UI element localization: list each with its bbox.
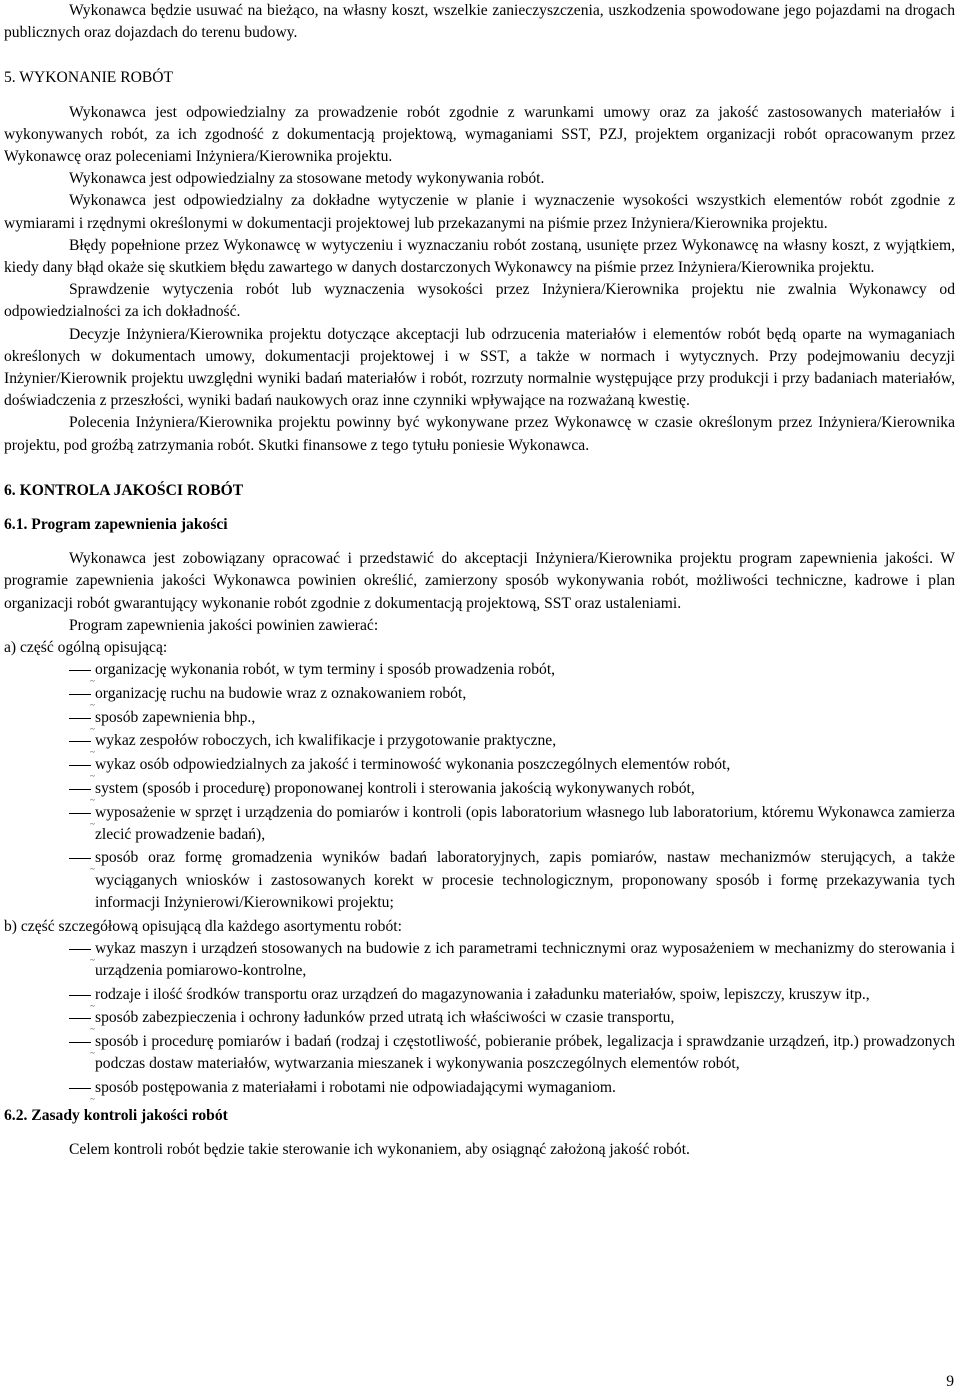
list-item: ~ sposób zabezpieczenia i ochrony ładunków przed utratą ich właściwości w czasie transportu,: [4, 1007, 955, 1029]
list-item: ~ system (sposób i procedurę) proponowanej kontroli i sterowania jakością wykonywanych robót,: [4, 778, 955, 800]
section-5-title: 5. WYKONANIE ROBÓT: [4, 69, 174, 87]
section-5-paragraph: Błędy popełnione przez Wykonawcę w wytyczeniu i wyznaczaniu robót zostaną, usunięte przez Wykonawcę na własny koszt, z wyjątkiem, kiedy dany błąd okaże się skutkiem błędu zawartego w danych dostarczonych Wykonawcy na piśmie przez Inżyniera/Kierownika projektu.: [4, 236, 955, 277]
document-page: [4, 0, 955, 1162]
dash-marker: [69, 1018, 91, 1019]
section-6-title: 6. KONTROLA JAKOŚCI ROBÓT: [4, 481, 244, 499]
section-6-1-title: 6.1. Program zapewnienia jakości: [4, 516, 228, 534]
part-a-list: [4, 659, 955, 914]
part-a-label: a) część ogólną opisującą:: [4, 639, 168, 657]
section-5-paragraph: Decyzje Inżyniera/Kierownika projektu dotyczące akceptacji lub odrzucenia materiałów i elementów robót będą oparte na wymaganiach określonych w dokumentach umowy, dokumentacji projektowej i w SST, a także w normach i wytycznych. Przy podejmowaniu decyzji Inżynier/Kierownik projektu uwzględni wyniki badań materiałów i robót, rozrzuty normalnie występujące przy produkcji i przy badaniach materiałów, doświadczenia z przeszłości, wyniki badań naukowych oraz inne czynniki wpływające na rozważaną kwestię.: [4, 325, 955, 410]
section-6-1-paragraph: Program zapewnienia jakości powinien zawierać:: [69, 616, 379, 634]
dash-marker: [69, 1042, 91, 1043]
section-6-2-paragraph: Celem kontroli robót będzie takie sterowanie ich wykonaniem, aby osiągnąć założoną jakość robót.: [69, 1141, 690, 1159]
list-item: ~ wykaz maszyn i urządzeń stosowanych na budowie z ich parametrami technicznymi oraz wyposażeniem w mechanizmy do sterowania i urządzenia pomiarowo-kontrolne,: [4, 938, 955, 982]
intro-paragraph: Wykonawca będzie usuwać na bieżąco, na własny koszt, wszelkie zanieczyszczenia, uszkodzenia spowodowane jego pojazdami na drogach publicznych oraz dojazdach do terenu budowy.: [4, 2, 955, 42]
dash-marker: [69, 694, 91, 695]
dash-marker: [69, 789, 91, 790]
list-item: ~ rodzaje i ilość środków transportu oraz urządzeń do magazynowania i załadunku materiałów, spoiw, lepiszczy, kruszyw itp.,: [4, 984, 955, 1006]
list-item: ~ sposób i procedurę pomiarów i badań (rodzaj i częstotliwość, pobieranie próbek, legalizacja i sprawdzanie urządzeń, itp.) prowadzonych podczas dostaw materiałów, wytwarzania mieszanek i wykonywania poszczególnych elementów robót,: [4, 1031, 955, 1075]
page-number: 9: [946, 1373, 954, 1390]
section-5-paragraph: Wykonawca jest odpowiedzialny za prowadzenie robót zgodnie z warunkami umowy oraz za jakość zastosowanych materiałów i wykonywanych robót, za ich zgodność z dokumentacją projektową, wymaganiami SST, PZJ, projektem organizacji robót opracowanym przez Wykonawcę oraz poleceniami Inżyniera/Kierownika projektu.: [4, 103, 955, 166]
dash-marker: [69, 949, 91, 950]
dash-marker: [69, 1088, 91, 1089]
dash-marker: [69, 741, 91, 742]
part-b-label: b) część szczegółową opisującą dla każdego asortymentu robót:: [4, 917, 402, 935]
list-item: ~ sposób oraz formę gromadzenia wyników badań laboratoryjnych, zapis pomiarów, nastaw mechanizmów sterujących, a także wyciąganych wniosków i zastosowanych korekt w procesie technologicznym, proponowany sposób i formę przekazywania tych informacji Inżynierowi/Kierownikowi projektu;: [4, 847, 955, 914]
list-item: ~ wyposażenie w sprzęt i urządzenia do pomiarów i kontroli (opis laboratorium własnego lub laboratorium, któremu Wykonawca zamierza zlecić prowadzenie badań),: [4, 802, 955, 846]
list-item: ~ organizację wykonania robót, w tym terminy i sposób prowadzenia robót,: [4, 659, 955, 681]
part-b-list: [4, 938, 955, 1104]
list-item: ~ sposób postępowania z materiałami i robotami nie odpowiadającymi wymaganiom.: [4, 1077, 955, 1099]
dash-marker: [69, 765, 91, 766]
section-6-1-paragraph: Wykonawca jest zobowiązany opracować i przedstawić do akceptacji Inżyniera/Kierownika projektu program zapewnienia jakości. W programie zapewnienia jakości Wykonawca powinien określić, zamierzony sposób wykonywania robót, możliwości techniczne, kadrowe i plan organizacji robót gwarantujący wykonanie robót zgodnie z dokumentacją projektową, SST oraz ustaleniami.: [4, 550, 955, 612]
section-5-paragraph: Polecenia Inżyniera/Kierownika projektu powinny być wykonywane przez Wykonawcę w czasie określonym przez Inżyniera/Kierownika projektu, pod groźbą zatrzymania robót. Skutki finansowe z tego tytułu poniesie Wykonawca.: [4, 414, 955, 454]
dash-marker: [69, 813, 91, 814]
dash-marker: [69, 858, 91, 859]
section-5-paragraph: Wykonawca jest odpowiedzialny za dokładne wytyczenie w planie i wyznaczenie wysokości wszystkich elementów robót zgodnie z wymiarami i rzędnymi określonymi w dokumentacji projektowej lub przekazanymi na piśmie przez Inżyniera/Kierownika projektu.: [4, 192, 955, 232]
section-6-2-title: 6.2. Zasady kontroli jakości robót: [4, 1107, 228, 1125]
dash-marker: [69, 995, 91, 996]
list-item: ~ wykaz zespołów roboczych, ich kwalifikacje i przygotowanie praktyczne,: [4, 730, 955, 752]
dash-marker: [69, 718, 91, 719]
list-item: ~ wykaz osób odpowiedzialnych za jakość i terminowość wykonania poszczególnych elementów robót,: [4, 754, 955, 776]
list-item: ~ sposób zapewnienia bhp.,: [4, 707, 955, 729]
list-item: ~ organizację ruchu na budowie wraz z oznakowaniem robót,: [4, 683, 955, 705]
dash-marker: [69, 670, 91, 671]
section-5-paragraph: Sprawdzenie wytyczenia robót lub wyznaczenia wysokości przez Inżyniera/Kierownika projektu nie zwalnia Wykonawcy od odpowiedzialności za ich dokładność.: [4, 281, 955, 321]
section-5-paragraph: Wykonawca jest odpowiedzialny za stosowane metody wykonywania robót.: [69, 170, 545, 188]
